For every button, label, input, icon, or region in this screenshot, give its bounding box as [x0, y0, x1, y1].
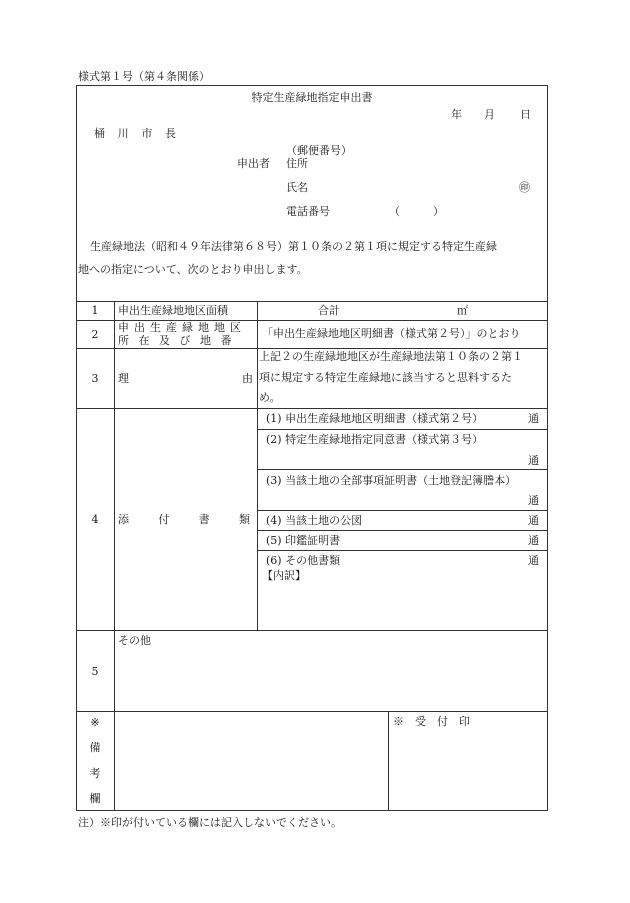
frame-right — [547, 85, 548, 810]
form-number: 様式第１号（第４条関係） — [78, 70, 210, 83]
attachment-divider — [257, 469, 547, 470]
name-label: 氏名 — [286, 181, 308, 194]
addressee — [94, 127, 176, 141]
date-year: 年 — [451, 108, 462, 121]
row-divider — [76, 408, 548, 409]
reception-stamp-label: ※ 受 付 印 — [393, 715, 470, 728]
remarks-mark: ※ — [90, 716, 100, 729]
row-number: 2 — [91, 328, 99, 341]
location-label-line-1: 申出生産緑地地区 — [118, 321, 246, 334]
location-label-line-2: 所在及び地番 — [118, 334, 241, 347]
table-top-line — [76, 301, 548, 302]
addressee-char: 市 — [141, 127, 153, 140]
applicant-role-label: 申出者 — [237, 157, 270, 170]
reason-line-1: 上記２の生産緑地地区が生産緑地法第１０条の２第１ — [259, 350, 523, 363]
number-column-line — [114, 301, 115, 810]
area-unit: ㎡ — [457, 304, 468, 317]
attachment-2-label: (2) 特定生産緑地指定同意書（様式第３号） — [266, 433, 484, 446]
attachment-6-unit: 通 — [528, 554, 539, 567]
addressee-char: 川 — [117, 127, 129, 140]
other-label: その他 — [118, 634, 151, 647]
attachments-label — [118, 513, 250, 527]
attachment-6-label: (6) その他書類 — [266, 554, 341, 567]
reason-line-2: 項に規定する特定生産緑地に該当すると思料するた — [259, 371, 512, 384]
attachment-5-label: (5) 印鑑証明書 — [266, 534, 341, 547]
breakdown-label: 【内訳】 — [262, 569, 306, 582]
attachment-3-label: (3) 当該土地の全部事項証明書（土地登記簿謄本） — [266, 474, 517, 487]
row-number: 5 — [91, 665, 99, 678]
attachments-label-char: 書 — [198, 513, 210, 526]
row-divider — [76, 348, 548, 349]
attachments-label-char: 添 — [118, 513, 129, 526]
attachment-3-unit: 通 — [528, 494, 539, 507]
document-title: 特定生産緑地指定申出書 — [251, 91, 373, 104]
stamp-column-line — [388, 711, 389, 810]
statement-line-2: 地への指定について、次のとおり申出します。 — [78, 263, 308, 276]
remarks-label-char: 欄 — [89, 792, 101, 805]
remarks-label-char: 備 — [89, 741, 101, 754]
attachment-divider — [257, 510, 547, 511]
statement-line-1: 生産緑地法（昭和４９年法律第６８号）第１０条の２第１項に規定する特定生産緑 — [90, 240, 497, 253]
row-divider — [76, 630, 548, 631]
remarks-label-char: 考 — [89, 767, 101, 780]
date-month: 月 — [484, 108, 495, 121]
attachment-2-unit: 通 — [528, 454, 539, 467]
attachment-divider — [257, 550, 547, 551]
attachment-4-unit: 通 — [528, 514, 539, 527]
frame-left — [76, 85, 77, 810]
attachment-divider — [257, 429, 547, 430]
frame-top — [76, 85, 548, 86]
frame-bottom — [76, 810, 548, 811]
footer-note: 注）※印が付いている欄には記入しないでください。 — [78, 816, 342, 829]
attachment-4-label: (4) 当該土地の公図 — [266, 514, 363, 527]
row-number: 3 — [91, 372, 99, 385]
reason-label-right: 由 — [242, 372, 253, 385]
row-divider — [76, 711, 548, 712]
attachments-label-char: 類 — [238, 513, 250, 526]
phone-parentheses: （ ） — [389, 205, 444, 218]
location-value: 「申出生産緑地地区明細書（様式第２号）」のとおり — [262, 327, 521, 340]
label-column-line — [257, 301, 258, 630]
address-label: 住所 — [286, 157, 308, 170]
addressee-char: 桶 — [94, 127, 105, 140]
addressee-char: 長 — [164, 127, 176, 140]
phone-label: 電話番号 — [286, 205, 330, 218]
date-day: 日 — [520, 108, 531, 121]
row-number: 4 — [91, 513, 99, 526]
area-label: 申出生産緑地地区面積 — [118, 304, 228, 317]
attachment-1-label: (1) 申出生産緑地地区明細書（様式第２号） — [266, 412, 484, 425]
attachment-divider — [257, 530, 547, 531]
reason-line-3: め。 — [259, 391, 281, 404]
row-number: 1 — [91, 304, 99, 317]
reason-label-left: 理 — [118, 372, 129, 385]
attachment-1-unit: 通 — [528, 412, 539, 425]
postal-code-label: （郵便番号） — [286, 144, 352, 157]
seal-mark: ㊞ — [519, 181, 530, 194]
total-label: 合計 — [318, 304, 340, 317]
attachment-5-unit: 通 — [528, 534, 539, 547]
attachments-label-char: 付 — [158, 513, 170, 526]
